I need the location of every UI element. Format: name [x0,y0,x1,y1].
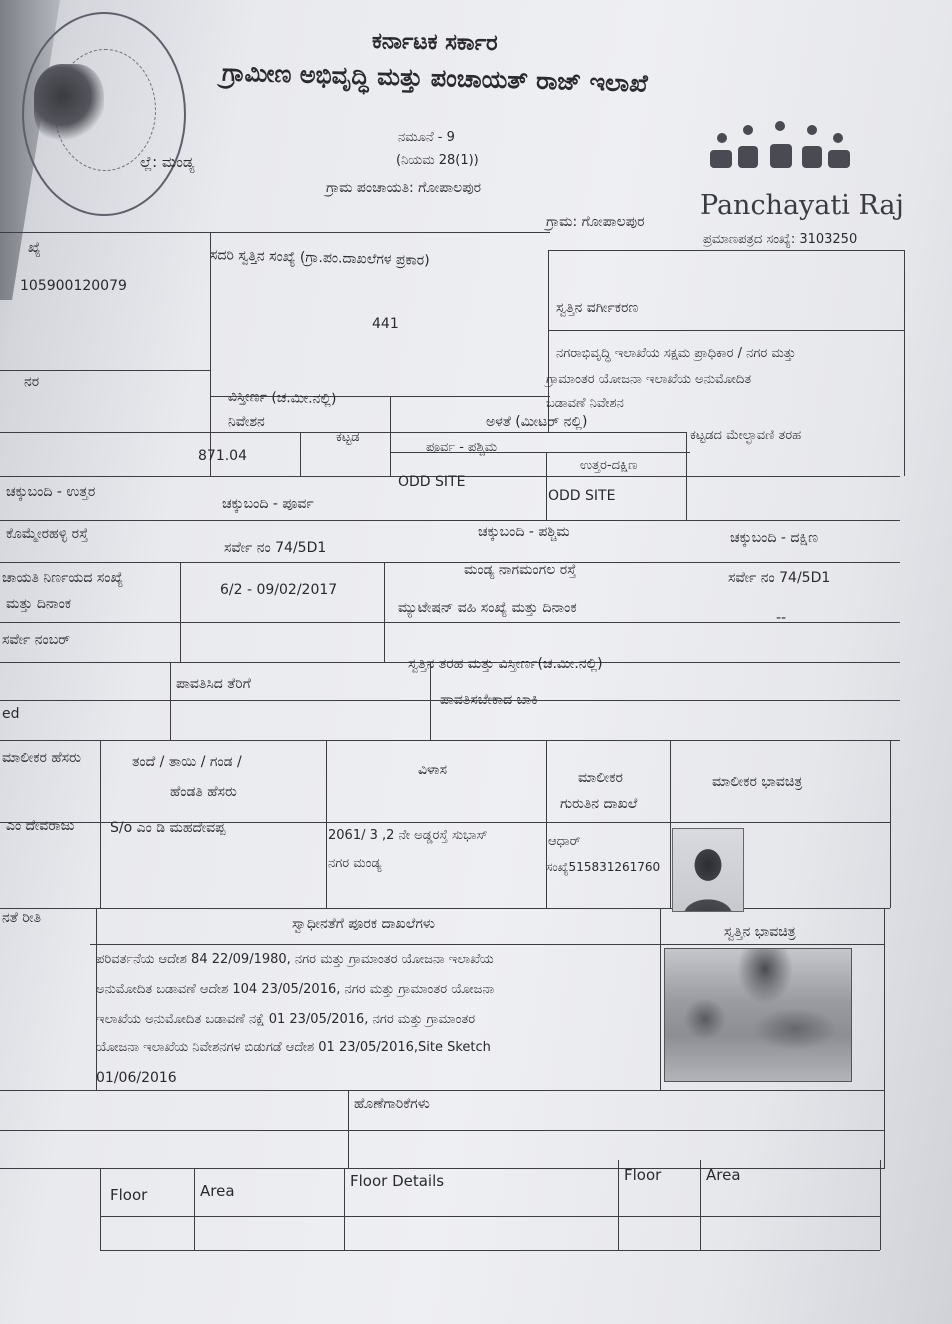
property-number-value: 441 [372,316,399,332]
mutation-label: ಮ್ಯುಟೇಷನ್ ವಹಿ ಸಂಖ್ಯೆ ಮತ್ತು ದಿನಾಂಕ [398,600,577,616]
owner-id-2: ಸಂಖ್ಯೆ515831261760 [546,860,661,874]
district-label: ಲ್ಲೆ: ಮಂಡ್ಯ [140,153,195,171]
doc-line-4: ಯೋಜನಾ ಇಲಾಖೆಯ ನಿವೇಶನಗಳ ಬಿಡುಗಡೆ ಆದೇಶ 01 23/05/2016,Site Sketch [96,1040,491,1055]
classification-line-1: ನಗರಾಭಿವೃದ್ಧಿ ಇಲಾಖೆಯ ಸಕ್ಷಮ ಪ್ರಾಧಿಕಾರ / ನಗರ ಮತ್ತು [556,346,796,361]
owner-photo [672,828,744,912]
resolution-label-2: ಮತ್ತು ದಿನಾಂಕ [6,596,72,612]
owner-photo-label: ಮಾಲೀಕರ ಭಾವಚಿತ್ರ [712,774,803,790]
village: ಗ್ರಾಮ: ಗೋಪಾಲಪುರ [546,214,645,230]
tax-due-label: ಪಾವತಿಸಬೇಕಾದ ಬಾಕಿ [440,692,538,708]
relation-label-1: ತಂದೆ / ತಾಯಿ / ಗಂಡ / [132,754,242,770]
floor-header-1: Floor [110,1186,148,1204]
area-header-2: Area [706,1166,741,1184]
classification-label: ಸ್ವತ್ತಿನ ವರ್ಗೀಕರಣ [556,300,639,316]
documents-header: ಸ್ವಾಧೀನತೆಗೆ ಪೂರಕ ದಾಖಲೆಗಳು [292,916,435,932]
site-label: ನಿವೇಶನ [228,414,265,430]
area-label: ವಿಸ್ತೀರ್ಣ (ಚ.ಮೀ.ನಲ್ಲಿ) [227,388,337,408]
east-west-value: ODD SITE [398,474,466,490]
boundary-south-value: ಸರ್ವೇ ನಂ 74/5D1 [728,570,831,586]
north-south-label: ಉತ್ತರ-ದಕ್ಷಿಣ [580,458,638,473]
owner-relation: S/o ಎಂ ಡಿ ಮಹದೇವಪ್ಪ [110,820,226,836]
survey-number-label: ಸರ್ವೇ ನಂಬರ್ [2,632,71,648]
row-label-nara: ನರ [24,374,40,390]
office-seal [22,12,186,216]
east-west-label: ಪೂರ್ವ - ಪಶ್ಚಿಮ [426,440,498,455]
boundary-south-label: ಚಕ್ಕುಬಂದಿ - ದಕ್ಷಿಣ [730,530,819,546]
classification-line-3: ಬಡಾವಣೆ ನಿವೇಶನ [546,396,624,411]
floor-details-header: Floor Details [350,1172,445,1190]
building-label: ಕಟ್ಟಡ [336,430,360,445]
logo-text: Panchayati Raj [700,190,904,221]
dept-title: ಗ್ರಾಮೀಣ ಅಭಿವೃದ್ಧಿ ಮತ್ತು ಪಂಚಾಯತ್ ರಾಜ್ ಇಲಾಖೆ [221,58,649,98]
seal-emblem-icon [34,64,104,144]
owner-id-1: ಆಧಾರ್ [548,834,581,849]
panchayati-raj-logo-icon [700,118,860,188]
roof-type-label: ಕಟ್ಟಡದ ಮೇಲ್ಛಾವಣಿ ತರಹ [690,428,802,443]
resolution-label-1: ಚಾಯತಿ ನಿರ್ಣಯದ ಸಂಖ್ಯೆ [2,570,124,586]
tax-paid-label: ಪಾವತಿಸಿದ ತೆರಿಗೆ [176,676,251,692]
rule-number: (ನಿಯಮ 28(1)) [396,153,479,168]
property-id: 105900120079 [20,278,127,294]
property-number-label: ಸದರಿ ಸ್ವತ್ತಿನ ಸಂಖ್ಯೆ (ಗ್ರಾ.ಪಂ.ದಾಖಲೆಗಳ ಪ್ರಕಾರ) [209,247,430,269]
id-doc-label-1: ಮಾಲೀಕರ [578,770,623,786]
mutation-value: -- [776,610,787,626]
relation-label-2: ಹೆಂಡತಿ ಹೆಸರು [170,784,237,800]
id-doc-label-2: ಗುರುತಿನ ದಾಖಲೆ [560,796,638,812]
doc-line-5: 01/06/2016 [96,1070,177,1086]
govt-title: ಕರ್ನಾಟಕ ಸರ್ಕಾರ [371,28,498,57]
owner-address-1: 2061/ 3 ,2 ನೇ ಅಡ್ಡರಸ್ತೆ ಸುಭಾಸ್ [328,828,488,843]
certificate-number: ಪ್ರಮಾಣಪತ್ರದ ಸಂಖ್ಯೆ: 3103250 [703,232,858,247]
row-label-ed: ed [2,706,20,722]
area-header-1: Area [200,1182,235,1200]
doc-line-2: ಅನುಮೋದಿತ ಬಡಾವಣೆ ಆದೇಶ 104 23/05/2016, ನಗರ ಮತ್ತು ಗ್ರಾಮಾಂತರ ಯೋಜನಾ [96,982,495,997]
liabilities-label: ಹೊಣೆಗಾರಿಕೆಗಳು [354,1096,430,1112]
site-area-value: 871.04 [198,448,247,464]
boundary-east-label: ಚಕ್ಕುಬಂದಿ - ಪೂರ್ವ [222,496,314,512]
gram-panchayat: ಗ್ರಾಮ ಪಂಚಾಯತಿ: ಗೋಪಾಲಪುರ [326,180,482,196]
boundary-west-label: ಚಕ್ಕುಬಂದಿ - ಪಶ್ಚಿಮ [478,524,570,540]
classification-line-2: ಗ್ರಾಮಾಂತರ ಯೋಜನಾ ಇಲಾಖೆಯ ಅನುಮೋದಿತ [546,372,752,387]
property-photo-label: ಸ್ವತ್ತಿನ ಭಾವಚಿತ್ರ [724,924,796,940]
owner-address-2: ನಗರ ಮಂಡ್ಯ [328,856,382,871]
boundary-east-value: ಸರ್ವೇ ನಂ 74/5D1 [224,540,327,556]
doc-line-3: ಇಲಾಖೆಯ ಅನುಮೋದಿತ ಬಡಾವಣೆ ನಕ್ಷೆ 01 23/05/2016, ನಗರ ಮತ್ತು ಗ್ರಾಮಾಂತರ [96,1012,476,1027]
possession-left-label: ನತೆ ರೀತಿ [2,910,42,926]
form-number: ನಮೂನೆ - 9 [398,130,455,145]
boundary-west-value: ಮಂಡ್ಯ ನಾಗಮಂಗಲ ರಸ್ತೆ [464,562,577,578]
owner-name: ಎಂ ದೇವರಾಜು [6,818,75,834]
owner-name-label: ಮಾಲೀಕರ ಹೆಸರು [2,750,81,766]
row-label-khye: ಖ್ಯೆ [28,240,41,256]
floor-header-2: Floor [624,1166,662,1184]
boundary-north-label: ಚಕ್ಕುಬಂದಿ - ಉತ್ತರ [6,484,96,500]
type-area-label: ಸ್ವತ್ತಿನ ತರಹ ಮತ್ತು ವಿಸ್ತೀರ್ಣ(ಚ.ಮೀ.ನಲ್ಲಿ) [408,656,603,672]
boundary-north-value: ಕೊಮ್ಮೇರಹಳ್ಳಿ ರಸ್ತೆ [6,526,89,542]
dimensions-label: ಅಳತೆ (ಮೀಟರ್ ನಲ್ಲಿ) [486,414,588,430]
doc-line-1: ಪರಿವರ್ತನೆಯ ಆದೇಶ 84 22/09/1980, ನಗರ ಮತ್ತು ಗ್ರಾಮಾಂತರ ಯೋಜನಾ ಇಲಾಖೆಯ [96,952,494,967]
property-photo [664,948,852,1082]
resolution-value: 6/2 - 09/02/2017 [220,582,338,598]
north-south-value: ODD SITE [548,488,616,504]
address-label: ವಿಳಾಸ [418,762,448,778]
